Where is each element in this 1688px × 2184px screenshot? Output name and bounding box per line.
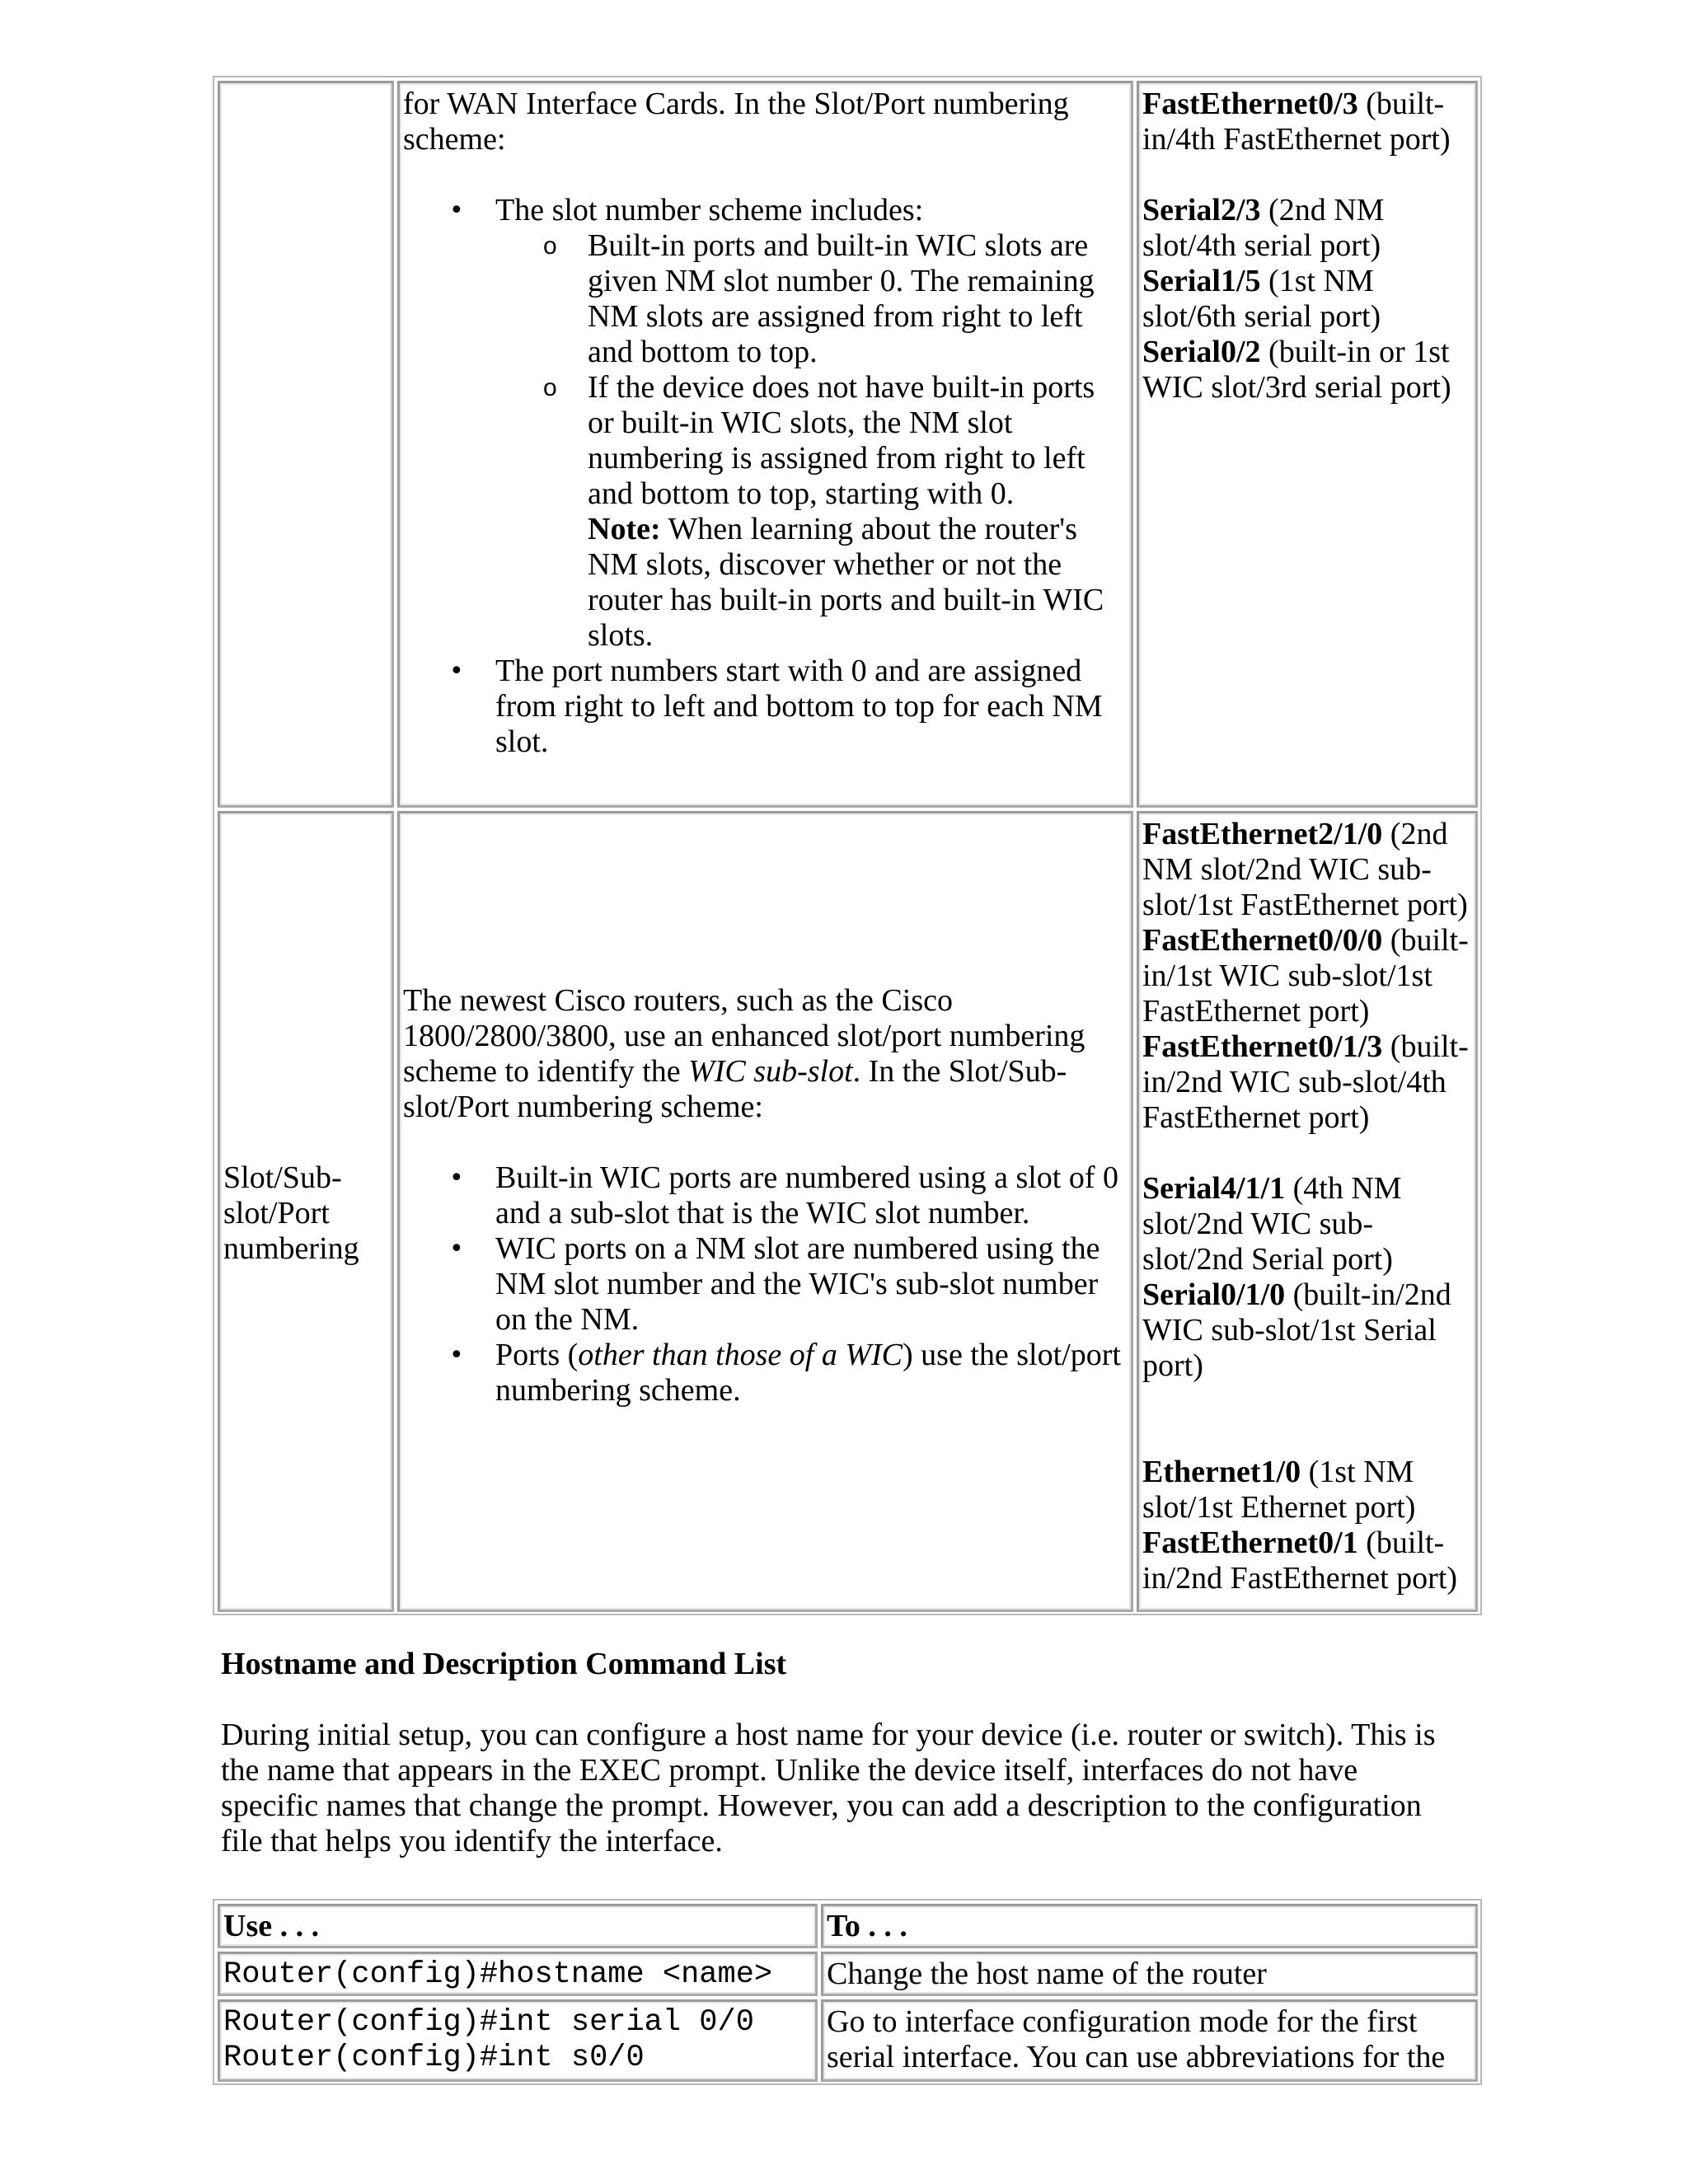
row2-command-1: Router(config)#int serial 0/0 — [223, 2005, 754, 2040]
row2-bullet-builtin-wic: • Built-in WIC ports are numbered using a slot of 0 and a sub-slot that is the WIC slot number. — [403, 1160, 1128, 1231]
row1-sub-builtin: o Built-in ports and built-in WIC slots are given NM slot number 0. The remaining NM slots are assigned from right to left and bottom to top. — [495, 228, 1128, 370]
row1-sub-no-builtin: o If the device does not have built-in ports or built-in WIC slots, the NM slot numbering is assigned from right to left and bottom to top, starting with 0. Note: When learning about the router's NM slots, discover whether or not the router has built-in ports and built-in WIC slots. — [495, 370, 1128, 654]
table1-row2-example-cell — [1137, 811, 1478, 1612]
row1-example-4: Serial0/2 (built-in or 1st WIC slot/3rd serial port) — [1142, 335, 1451, 405]
row1-intro: for WAN Interface Cards. In the Slot/Port numbering scheme: — [403, 87, 1069, 157]
row1-description: Change the host name of the router — [827, 1957, 1267, 1991]
row2-example-3: FastEthernet0/1/3 (built-in/2nd WIC sub-slot/4th FastEthernet port) — [1142, 1029, 1469, 1135]
row2-example-4: Serial4/1/1 (4th NM slot/2nd WIC sub-slot/2nd Serial port) — [1142, 1171, 1402, 1277]
header-use: Use . . . — [223, 1909, 320, 1943]
note-label: Note: — [588, 512, 661, 546]
section-heading: Hostname and Description Command List — [221, 1647, 787, 1681]
row2-intro: The newest Cisco routers, such as the Cisco 1800/2800/3800, use an enhanced slot/port numbering scheme to identify the WIC sub-slot. In the Slot/Sub-slot/Port numbering scheme: — [403, 983, 1085, 1124]
table1-row1-example-cell — [1137, 81, 1478, 808]
table2-row1-cmd-cell — [218, 1952, 818, 1996]
row1-bullet-list — [403, 193, 1128, 760]
row2-label: Slot/Sub-slot/Port numbering — [223, 1160, 359, 1266]
row2-example-1: FastEthernet2/1/0 (2nd NM slot/2nd WIC sub-slot/1st FastEthernet port) — [1142, 817, 1468, 922]
row2-example-2: FastEthernet0/0/0 (built-in/1st WIC sub-slot/1st FastEthernet port) — [1142, 923, 1469, 1029]
section-paragraph: During initial setup, you can configure a host name for your device (i.e. router or switch). This is the name that appears in the EXEC prompt. Unlike the device itself, interfaces do not have specific names that change the prompt. However, you can add a description to the configuration file that helps you identify the interface. — [221, 1718, 1436, 1858]
table2-row2-cmd-cell — [218, 1999, 818, 2082]
hostname-command-table — [213, 1899, 1482, 2085]
table2-row2-desc-cell — [821, 1999, 1478, 2082]
row2-bullet-nm-wic: • WIC ports on a NM slot are numbered using the NM slot number and the WIC's sub-slot number on the NM. — [403, 1231, 1128, 1338]
table2-row1-desc-cell — [821, 1952, 1478, 1996]
row2-bullet-other-ports: • Ports (other than those of a WIC) use the slot/port numbering scheme. — [403, 1338, 1128, 1408]
table2-header-to-cell — [821, 1904, 1478, 1948]
header-to: To . . . — [827, 1909, 907, 1943]
row1-example-1: FastEthernet0/3 (built-in/4th FastEthernet port) — [1142, 87, 1451, 157]
row2-description: Go to interface configuration mode for the first serial interface. You can use abbreviations for the — [827, 2004, 1446, 2074]
row1-bullet-port-numbers: • The port numbers start with 0 and are assigned from right to left and bottom to top for each NM slot. — [403, 654, 1128, 760]
table1-row2-desc-cell — [397, 811, 1133, 1612]
row2-example-6: Ethernet1/0 (1st NM slot/1st Ethernet port) — [1142, 1455, 1416, 1525]
table2-header-use-cell — [218, 1904, 818, 1948]
row1-example-2: Serial2/3 (2nd NM slot/4th serial port) — [1142, 193, 1385, 263]
row2-example-7: FastEthernet0/1 (built-in/2nd FastEthernet port) — [1142, 1526, 1458, 1596]
row1-sub-list — [495, 228, 1128, 654]
table1-row1-desc-cell — [397, 81, 1133, 808]
table1-row2-label-cell — [218, 811, 394, 1612]
table1-row1-label-cell — [218, 81, 394, 808]
interface-numbering-table — [213, 76, 1482, 1615]
row2-bullet-list — [403, 1160, 1128, 1408]
row2-command-2: Router(config)#int s0/0 — [223, 2041, 645, 2075]
row2-example-5: Serial0/1/0 (built-in/2nd WIC sub-slot/1st Serial port) — [1142, 1277, 1451, 1383]
row1-command: Router(config)#hostname <name> — [223, 1957, 773, 1992]
note-text: When learning about the router's NM slots, discover whether or not the router has built-in ports and built-in WIC slots. — [588, 512, 1104, 653]
row1-example-3: Serial1/5 (1st NM slot/6th serial port) — [1142, 264, 1381, 334]
row1-bullet-slot-scheme: • The slot number scheme includes: o Built-in ports and built-in WIC slots are given NM slot number 0. The remaining NM slots are assigned from right to left and bottom to top. o If the device does not have built-in ports or built-in WIC slots, the NM slot numbering is assigned from right to left and bottom to top, starting with 0. Note: When learning about the router's NM slots, discover whether or not the router has built-in ports and built-in WIC slots. — [403, 193, 1128, 654]
